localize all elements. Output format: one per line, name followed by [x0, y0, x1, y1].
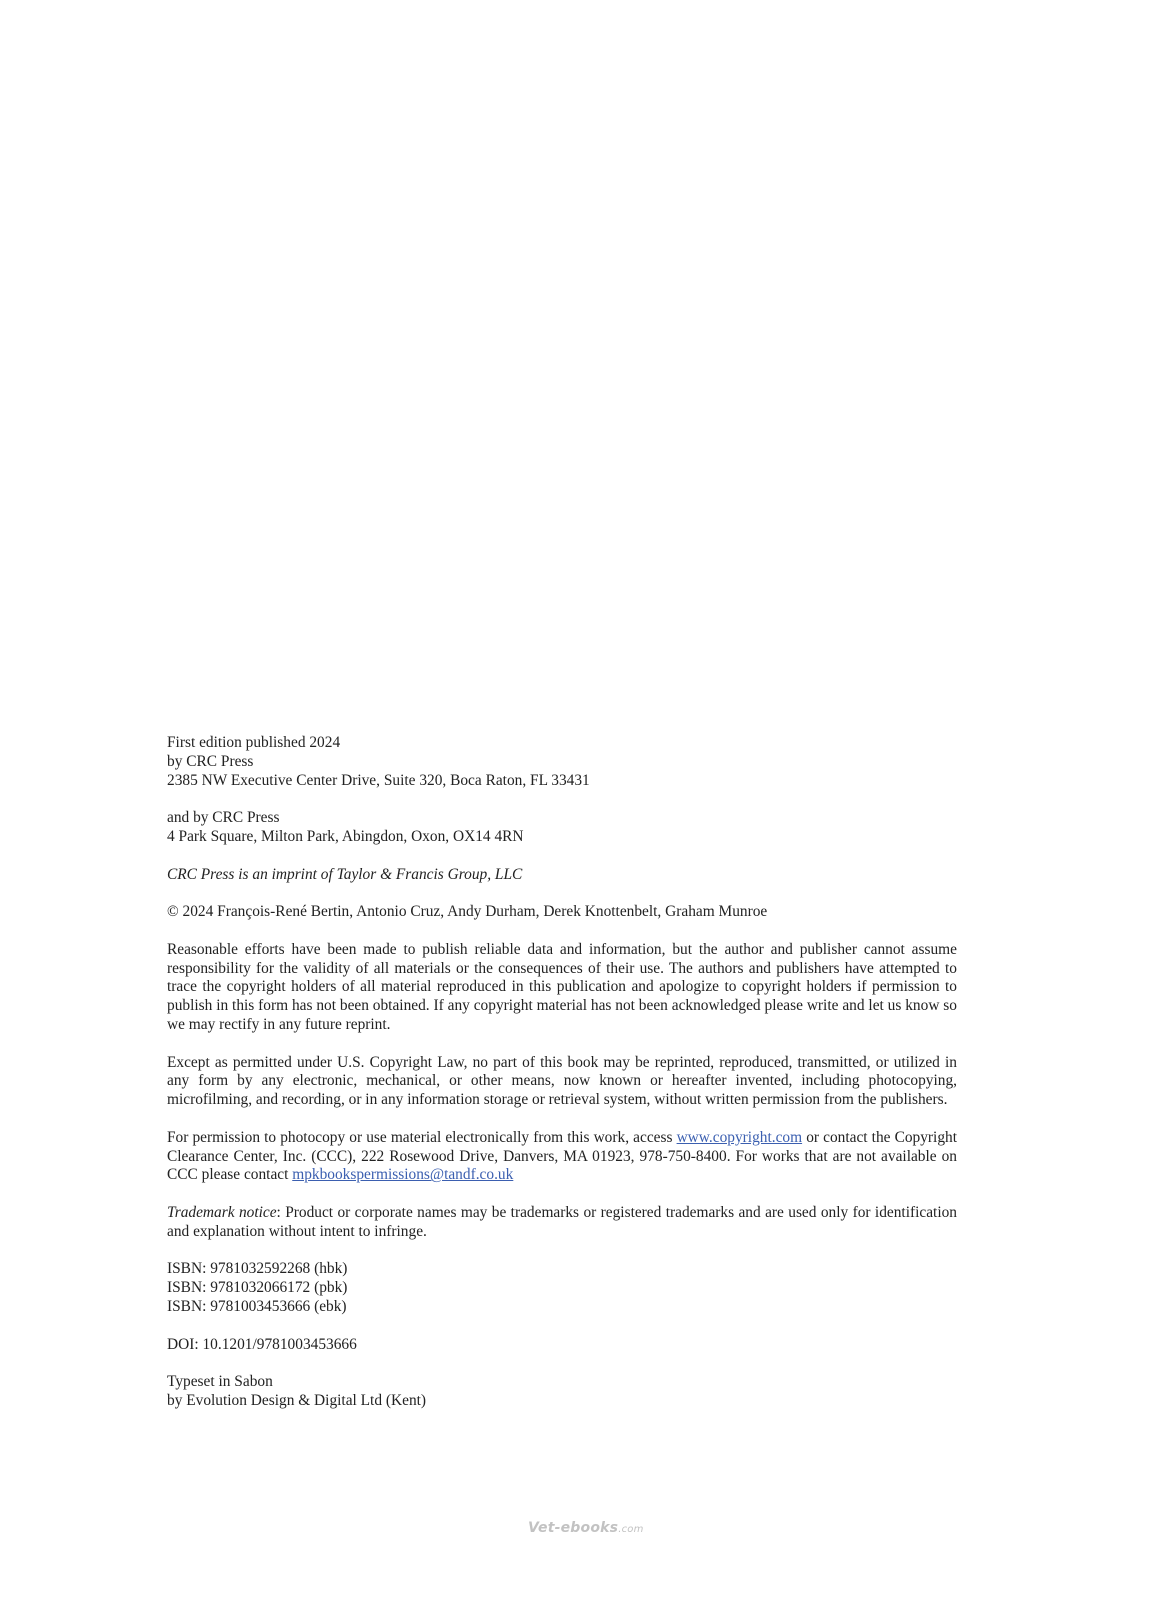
isbn-hbk: ISBN: 9781032592268 (hbk) — [167, 1260, 348, 1278]
permission-text-1: For permission to photocopy or use material electronically from this work, access — [167, 1128, 677, 1146]
publisher-address-uk: 4 Park Square, Milton Park, Abingdon, Oxon, OX14 4RN — [167, 827, 524, 845]
publication-info-uk — [167, 809, 957, 847]
isbn-pbk: ISBN: 9781032066172 (pbk) — [167, 1279, 348, 1297]
copyright-website-link[interactable]: www.copyright.com — [676, 1128, 803, 1146]
watermark-main: Vet-ebooks — [528, 1520, 619, 1536]
publisher-line: by CRC Press — [167, 752, 254, 770]
doi: DOI: 10.1201/9781003453666 — [167, 1335, 357, 1353]
disclaimer-paragraph: Reasonable efforts have been made to publish reliable data and information, but the author and publisher cannot assume responsibility for the validity of all materials or the consequences of their use. The authors and publishers have attempted to trace the copyright holders of all material reproduced in this publication and apologize to copyright holders if permission to publish in this form has not been obtained. If any copyright material has not been acknowledged please write and let us know so we may rectify in any future reprint. — [167, 940, 957, 1033]
imprint-statement: CRC Press is an imprint of Taylor & Francis Group, LLC — [167, 865, 523, 883]
trademark-paragraph — [167, 1204, 957, 1242]
permission-paragraph — [167, 1129, 957, 1185]
copyright-page — [167, 734, 957, 1429]
first-edition: First edition published 2024 — [167, 734, 341, 751]
publisher-line-2: and by CRC Press — [167, 809, 280, 827]
publisher-address-us: 2385 NW Executive Center Drive, Suite 320, Boca Raton, FL 33431 — [167, 771, 590, 789]
isbn-ebk: ISBN: 9781003453666 (ebk) — [167, 1297, 347, 1315]
typeset-by: by Evolution Design & Digital Ltd (Kent) — [167, 1391, 427, 1409]
copyright-law-paragraph: Except as permitted under U.S. Copyright Law, no part of this book may be reprinted, reproduced, transmitted, or utilized in any form by any electronic, mechanical, or other means, now known or hereafter invented, including photocopying, microfilming, and recording, or in any information storage or retrieval system, without written permission from the publishers. — [167, 1053, 957, 1109]
permissions-email-link[interactable]: mpkbookspermissions@tandf.co.uk — [292, 1166, 514, 1184]
trademark-text: : Product or corporate names may be trademarks or registered trademarks and are used only for identification and explanation without intent to infringe. — [167, 1203, 957, 1240]
isbn-list — [167, 1260, 957, 1316]
typeset-info — [167, 1373, 957, 1411]
trademark-label: Trademark notice — [167, 1203, 277, 1221]
watermark-logo — [528, 1520, 644, 1536]
permission-text-2: or contact the Copyright Clearance Center, Inc. (CCC), 222 Rosewood Drive, Danvers, MA 01923, 978-750-8400. For works that are not available on CCC please contact — [167, 1128, 957, 1184]
copyright-statement: © 2024 François-René Bertin, Antonio Cruz, Andy Durham, Derek Knottenbelt, Graham Munroe — [167, 903, 768, 921]
typeset-font: Typeset in Sabon — [167, 1373, 273, 1391]
watermark-suffix: .com — [618, 1524, 644, 1535]
publication-info — [167, 734, 957, 790]
